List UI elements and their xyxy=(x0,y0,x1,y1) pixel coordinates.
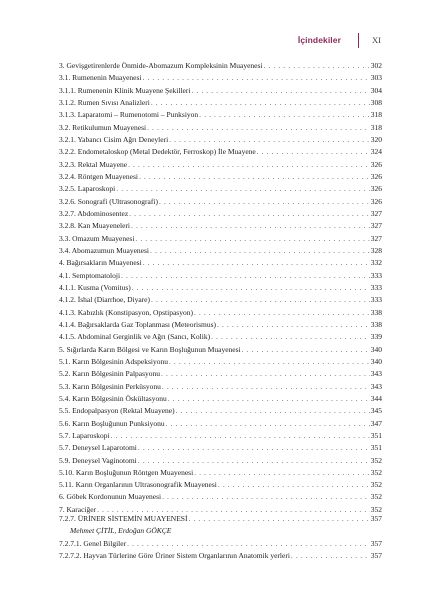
toc-entry-page: 318 xyxy=(370,122,382,132)
toc-leader xyxy=(147,122,370,134)
toc-leader xyxy=(128,159,370,171)
toc-leader xyxy=(138,442,370,454)
toc-entry-text: 4. Bağırsakların Muayenesi xyxy=(59,258,142,268)
toc-entry-text: 3.1.3. Laparatomi – Rumenotomi – Punksiyon xyxy=(59,110,199,120)
toc-entry-text: 4.1.4. Bağırsaklarda Gaz Toplanması (Meteorismus) xyxy=(59,319,217,329)
toc-leader xyxy=(264,60,370,72)
toc-entry-text: 4.1.3. Kabızlık (Konstipasyon, Opstipasyon) xyxy=(59,307,193,317)
toc-entry-page: 328 xyxy=(370,245,382,255)
toc-leader xyxy=(169,356,370,368)
toc-entry-page: 332 xyxy=(370,258,382,268)
toc-entry xyxy=(59,319,382,331)
toc-leader xyxy=(132,282,370,294)
toc-entry xyxy=(59,97,382,109)
toc-leader xyxy=(131,220,370,232)
toc-leader xyxy=(194,307,370,319)
toc-entry-page: 340 xyxy=(370,344,382,354)
toc-entry-page: 340 xyxy=(370,356,382,366)
toc-leader xyxy=(138,455,370,467)
toc-leader xyxy=(121,270,370,282)
toc-entry-text: 7.2.7.2. Hayvan Türlerine Göre Üriner Sistem Organlarının Anatomik yerleri xyxy=(59,551,290,561)
toc-leader xyxy=(168,393,370,405)
toc-entry-text: 3.4. Abomazumun Muayenesi xyxy=(59,245,149,255)
toc-entry-page: 338 xyxy=(370,307,382,317)
toc-entry xyxy=(59,294,382,306)
toc-leader xyxy=(127,538,370,550)
toc-leader xyxy=(151,294,370,306)
toc-entry-page: 327 xyxy=(370,221,382,231)
toc-entry-text: 3.2. Retikulumun Muayenesi xyxy=(59,122,147,132)
toc-entry xyxy=(59,109,382,121)
toc-entry-page: 343 xyxy=(370,381,382,391)
toc-entry-page: 320 xyxy=(370,134,382,144)
toc-entry-text: 5.4. Karın Bölgesinin Öskültasyonu xyxy=(59,393,167,403)
toc-entry-text: 6. Göbek Kordonunun Muayenesi xyxy=(59,492,162,502)
toc-entry xyxy=(59,257,382,269)
toc-entry-page: 352 xyxy=(370,467,382,477)
toc-leader xyxy=(143,72,370,84)
toc-leader xyxy=(150,245,370,257)
toc-entry-page: 351 xyxy=(370,430,382,440)
toc-entry-page: 333 xyxy=(370,282,382,292)
toc-entry-text: 5.10. Karın Boşluğunun Röntgen Muayenesi xyxy=(59,467,194,477)
toc-entry xyxy=(59,282,382,294)
toc-entry-text: 5.7. Laparoskopi xyxy=(59,430,110,440)
toc-chapter-authors: Mehmet ÇİTİL, Erdoğan GÖKÇE xyxy=(70,526,172,536)
toc-entry-page: 302 xyxy=(370,61,382,70)
toc-entry-text: 3.2.5. Laparoskopi xyxy=(59,184,116,194)
toc-entry-text: 3.2.1. Yabancı Cisim Ağrı Deneyleri xyxy=(59,134,169,144)
header-title: İçindekiler xyxy=(297,35,342,45)
toc-leader xyxy=(129,208,370,220)
toc-entry xyxy=(59,196,382,208)
toc-entry xyxy=(59,467,382,479)
toc-entry xyxy=(59,159,382,171)
toc-entry-page: 338 xyxy=(370,319,382,329)
toc-entry-text: 5.5. Endopalpasyon (Rektal Muayene) xyxy=(59,406,175,416)
toc-entry-page: 303 xyxy=(370,73,382,83)
toc-entry-page: 339 xyxy=(370,332,382,342)
toc-entry xyxy=(59,220,382,232)
toc-entry-page: 308 xyxy=(370,97,382,107)
toc-leader xyxy=(176,405,370,417)
toc-leader xyxy=(218,479,370,491)
toc-entry-text: 4.1.2. İshal (Diarrhoe, Diyare) xyxy=(59,295,151,305)
toc-chapter xyxy=(59,513,382,562)
toc-entry xyxy=(59,146,382,158)
toc-entry-page: 327 xyxy=(370,208,382,218)
toc-entry-text: 3.2.6. Sonografi (Ultrasonografi) xyxy=(59,196,158,206)
toc-entry-text: 5.3. Karın Bölgesinin Perküsyonu xyxy=(59,381,161,391)
toc-entry-page: 352 xyxy=(370,504,382,514)
toc-leader xyxy=(242,344,370,356)
toc-entry xyxy=(59,356,382,368)
toc-entry xyxy=(59,418,382,430)
toc-entry xyxy=(59,122,382,134)
toc-entry xyxy=(59,442,382,454)
toc-entry-page: 351 xyxy=(370,443,382,453)
toc-entry-page: 347 xyxy=(370,418,382,428)
toc-entry-text: 7. Karaciğer xyxy=(59,504,97,514)
toc-leader xyxy=(194,467,370,479)
toc-entry xyxy=(59,60,382,72)
toc-leader xyxy=(161,368,370,380)
toc-leader xyxy=(162,381,370,393)
toc-leader xyxy=(151,97,370,109)
toc-leader xyxy=(257,146,370,158)
toc-entry-text: 7.2.7.1. Genel Bilgiler xyxy=(59,538,127,548)
toc-entry xyxy=(59,344,382,356)
toc-entry xyxy=(59,208,382,220)
toc-leader xyxy=(211,331,370,343)
toc-entry-text: 5.11. Karın Organlarının Ultrasonografik Muayenesi xyxy=(59,480,217,490)
toc-entry xyxy=(59,550,382,562)
toc-entry xyxy=(59,171,382,183)
toc-entry-page: 304 xyxy=(370,85,382,95)
toc-entry xyxy=(59,538,382,550)
toc-entry xyxy=(59,479,382,491)
toc-leader xyxy=(111,430,370,442)
toc-entry-page: 318 xyxy=(370,110,382,120)
toc-entry-text: 3.1.2. Rumen Sıvısı Analizleri xyxy=(59,97,150,107)
toc-entry-page: 344 xyxy=(370,393,382,403)
toc-entry xyxy=(59,183,382,195)
toc-entry xyxy=(59,72,382,84)
running-header xyxy=(298,33,381,47)
toc-leader xyxy=(143,257,370,269)
toc-list xyxy=(59,60,382,516)
toc-leader xyxy=(169,134,370,146)
toc-entry xyxy=(59,331,382,343)
toc-entry-page: 345 xyxy=(370,406,382,416)
toc-entry xyxy=(59,381,382,393)
toc-entry xyxy=(59,245,382,257)
toc-entry-page: 352 xyxy=(370,492,382,502)
toc-entry-page: 357 xyxy=(370,538,382,548)
toc-entry-page: 326 xyxy=(370,159,382,169)
toc-entry-text: 3.1. Rumenenin Muayenesi xyxy=(59,73,142,83)
toc-entry-text: 3.2.4. Röntgen Muayenesi xyxy=(59,171,138,181)
toc-entry xyxy=(59,233,382,245)
toc-entry-text: 3. Gevişgetirenlerde Önmide-Abomazum Kompleksinin Muayenesi xyxy=(59,61,263,70)
toc-leader xyxy=(135,233,369,245)
toc-entry-text: 3.2.3. Rektal Muayene xyxy=(59,159,128,169)
toc-entry-page: 357 xyxy=(370,551,382,561)
toc-leader xyxy=(191,85,369,97)
toc-entry xyxy=(59,393,382,405)
toc-entry-text: 3.3. Omazum Muayenesi xyxy=(59,233,135,243)
toc-entry-text: 3.2.7. Abdominosentez xyxy=(59,208,129,218)
toc-entry-text: 3.1.1. Rumenenin Klinik Muayene Şekilleri xyxy=(59,85,191,95)
header-divider xyxy=(358,33,359,48)
toc-entry xyxy=(59,270,382,282)
toc-leader xyxy=(291,550,370,562)
toc-entry-text: 5. Sığırlarda Karın Bölgesi ve Karın Boşluğunun Muayenesi xyxy=(59,344,241,354)
toc-entry xyxy=(59,491,382,503)
toc-leader xyxy=(116,183,370,195)
toc-chapter-title xyxy=(59,513,382,525)
toc-entry xyxy=(59,368,382,380)
toc-entry-page: 357 xyxy=(370,514,382,523)
toc-entry xyxy=(59,455,382,467)
toc-leader xyxy=(162,491,370,503)
toc-entry-page: 352 xyxy=(370,480,382,490)
toc-entry-page: 327 xyxy=(370,233,382,243)
header-page-number: XI xyxy=(372,35,381,45)
toc-entry xyxy=(59,85,382,97)
toc-entry-text: 5.9. Deneysel Vaginotomi xyxy=(59,455,137,465)
toc-entry-page: 333 xyxy=(370,270,382,280)
toc-entry-page: 333 xyxy=(370,295,382,305)
toc-leader xyxy=(188,513,369,525)
toc-leader xyxy=(217,319,370,331)
toc-entry xyxy=(59,134,382,146)
toc-entry xyxy=(59,405,382,417)
toc-entry-text: 3.2.2. Endometaloskop (Metal Dedektör, Ferroskop) İle Muayene xyxy=(59,147,256,157)
toc-entry-page: 343 xyxy=(370,369,382,379)
toc-entry-text: 5.1. Karın Bölgesinin Adspeksiyonu xyxy=(59,356,168,366)
toc-entry-text: 5.6. Karın Boşluğunun Punksiyonu xyxy=(59,418,165,428)
toc-leader xyxy=(159,196,370,208)
toc-entry xyxy=(59,430,382,442)
toc-leader xyxy=(139,171,370,183)
toc-entry-page: 352 xyxy=(370,455,382,465)
toc-entry-text: 3.2.8. Kan Muayeneleri xyxy=(59,221,131,231)
toc-entry xyxy=(59,307,382,319)
toc-entry-text: 4.1.1. Kusma (Vomitus) xyxy=(59,282,131,292)
toc-leader xyxy=(166,418,370,430)
toc-entry-text: 4.1. Semptomatoloji xyxy=(59,270,121,280)
toc-entry-page: 326 xyxy=(370,171,382,181)
toc-entry-text: 5.2. Karın Bölgesinin Palpasyonu xyxy=(59,369,161,379)
toc-entry-text: 5.7. Deneysel Laparotomi xyxy=(59,443,137,453)
toc-leader xyxy=(199,109,370,121)
toc-entry-page: 326 xyxy=(370,184,382,194)
toc-entry-text: 4.1.5. Abdominal Gerginlik ve Ağrı (Sancı, Kolik) xyxy=(59,332,211,342)
toc-entry-page: 324 xyxy=(370,147,382,157)
toc-entry-text: 7.2.7. ÜRİNER SİSTEMİN MUAYENESİ xyxy=(59,514,188,523)
toc-entry-page: 326 xyxy=(370,196,382,206)
